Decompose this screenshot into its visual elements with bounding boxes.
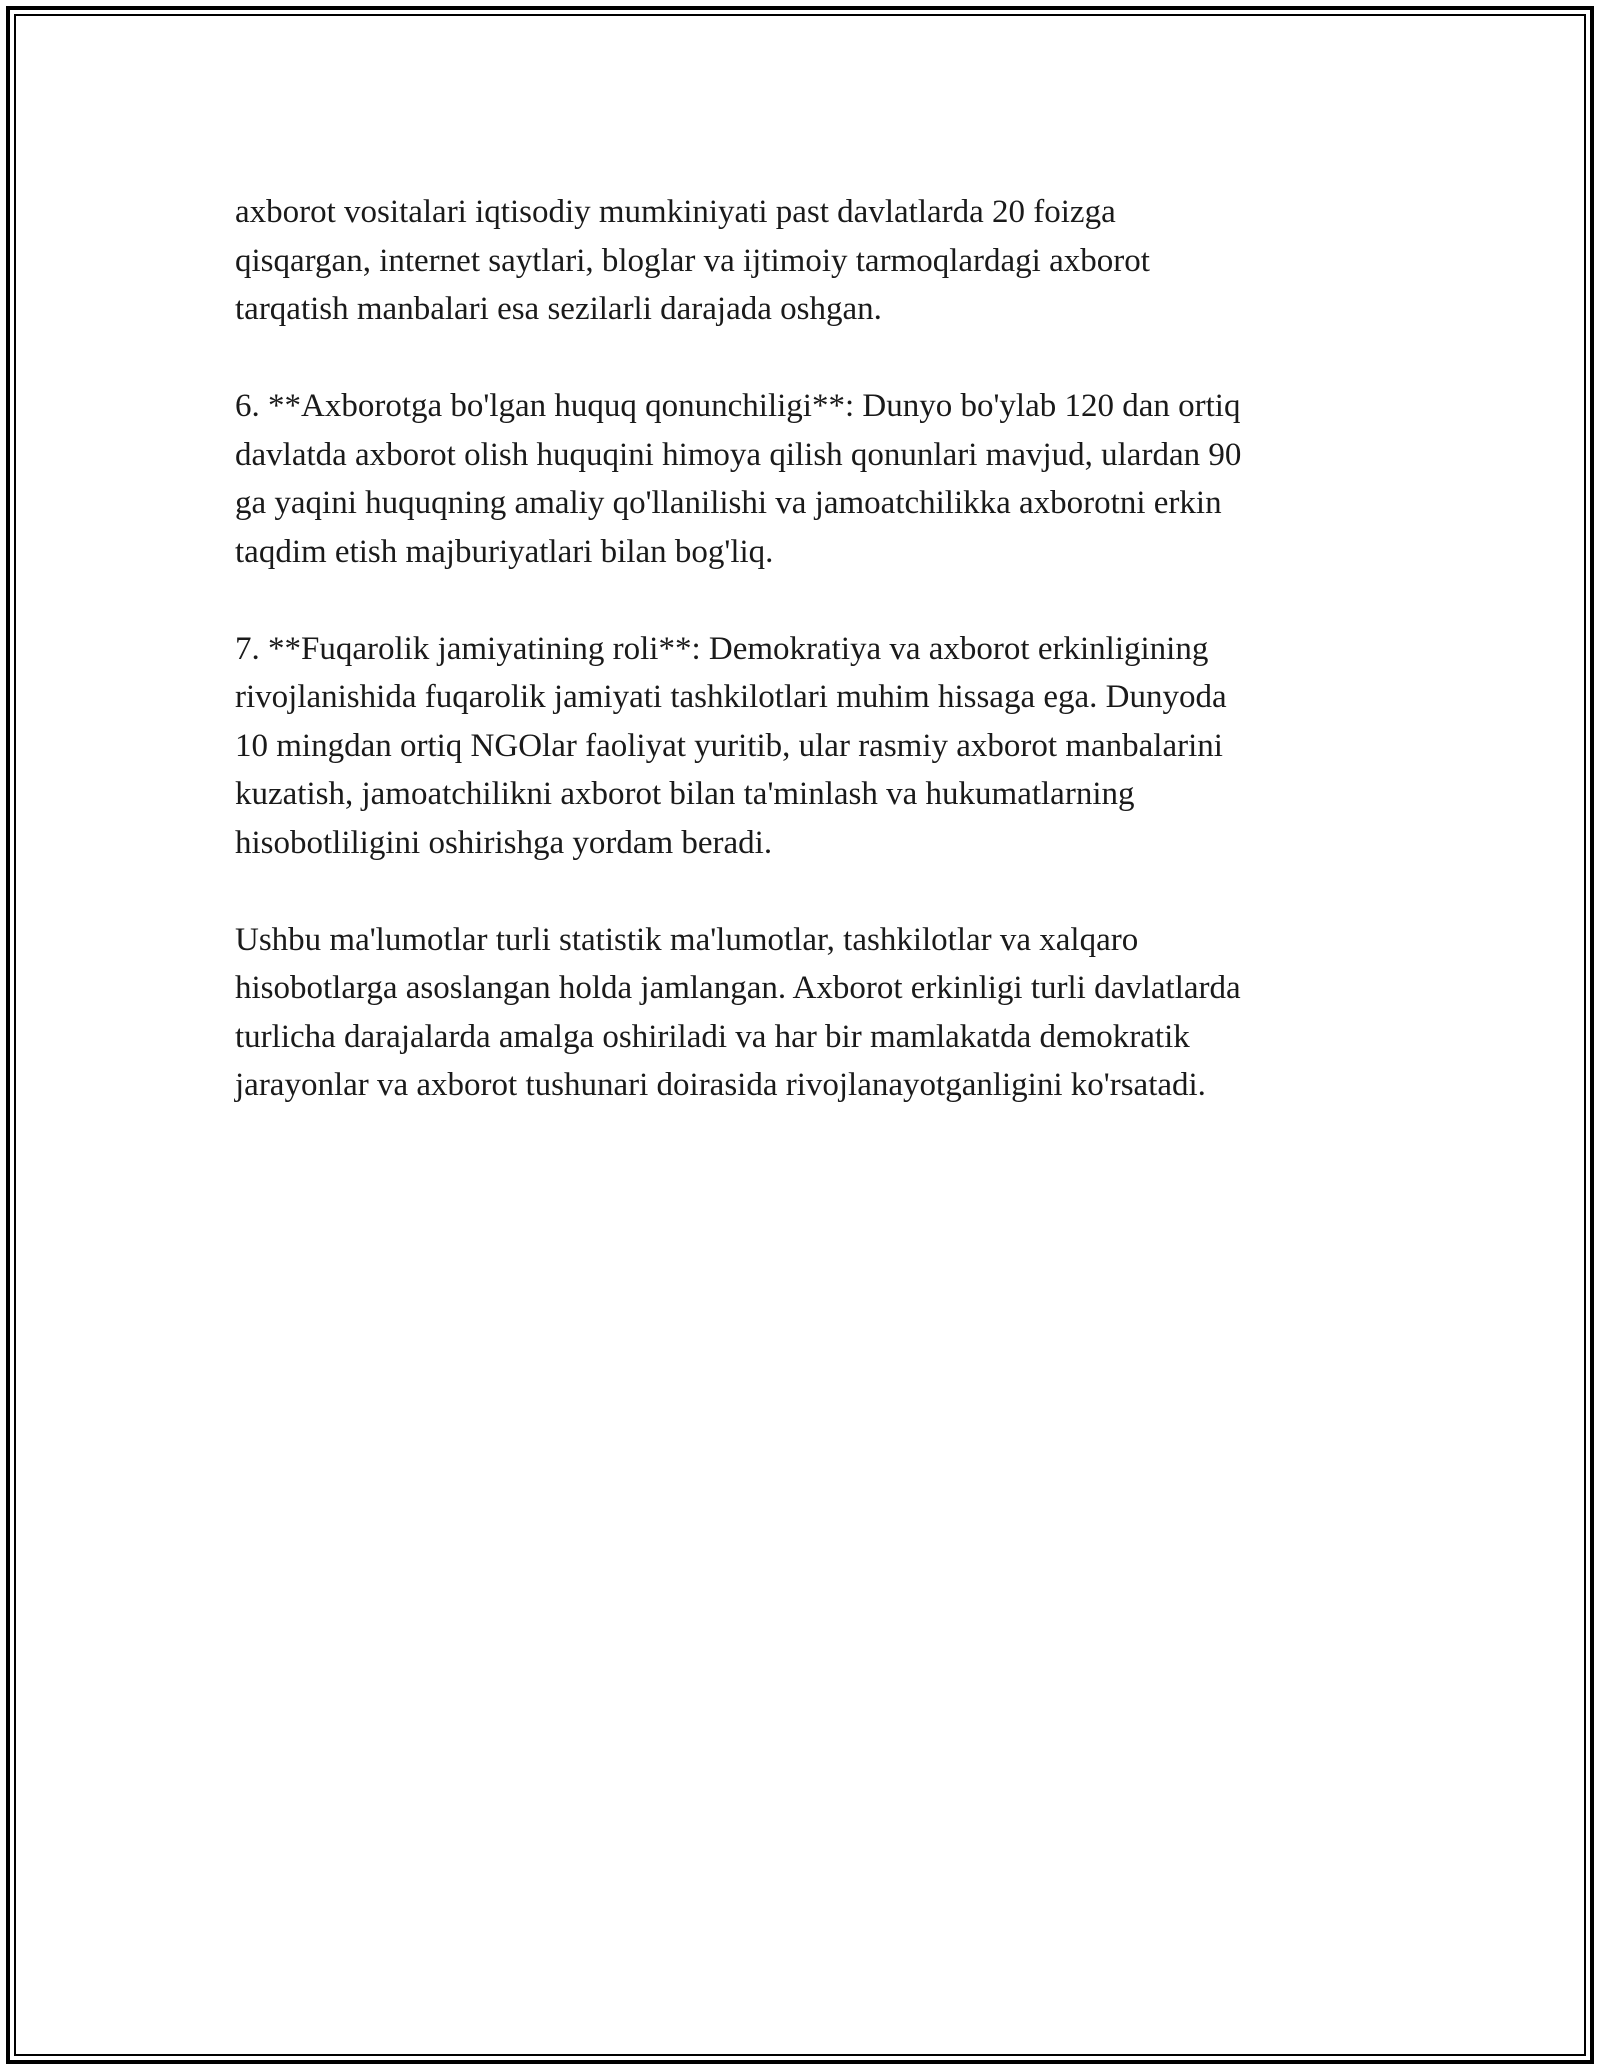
document-body [235, 188, 1365, 1158]
text-line: 6. **Axborotga bo'lgan huquq qonunchiligi**: Dunyo bo'ylab 120 dan ortiq [235, 388, 1241, 424]
text-line: rivojlanishida fuqarolik jamiyati tashkilotlari muhim hissaga ega. Dunyoda [235, 679, 1227, 715]
text-line: turlicha darajalarda amalga oshiriladi va har bir mamlakatda demokratik [235, 1018, 1190, 1055]
text-line: jarayonlar va axborot tushunari doirasida rivojlanayotganligini ko'rsatadi. [235, 1067, 1206, 1103]
text-line: davlatda axborot olish huquqini himoya qilish qonunlari mavjud, ulardan 90 [235, 436, 1242, 473]
text-line: hisobotliligini oshirishga yordam beradi. [235, 824, 773, 861]
text-line: 10 mingdan ortiq NGOlar faoliyat yuritib, ular rasmiy axborot manbalarini [235, 727, 1223, 764]
text-line: tarqatish manbalari esa sezilarli darajada oshgan. [235, 291, 882, 327]
paragraph-civil-society-role [235, 625, 1365, 868]
paragraph-right-to-information-law [235, 382, 1365, 576]
text-line: ga yaqini huquqning amaliy qo'llanilishi va jamoatchilikka axborotni erkin [235, 485, 1222, 521]
text-line: kuzatish, jamoatchilikni axborot bilan ta'minlash va hukumatlarning [235, 776, 1135, 812]
paragraph-media-decline [235, 188, 1365, 334]
paragraph-conclusion [235, 916, 1365, 1110]
text-line: hisobotlarga asoslangan holda jamlangan. Axborot erkinligi turli davlatlarda [235, 970, 1241, 1006]
text-line: 7. **Fuqarolik jamiyatining roli**: Demokratiya va axborot erkinligining [235, 630, 1209, 667]
text-line: axborot vositalari iqtisodiy mumkiniyati past davlatlarda 20 foizga [235, 194, 1116, 230]
text-line: Ushbu ma'lumotlar turli statistik ma'lumotlar, tashkilotlar va xalqaro [235, 921, 1139, 958]
text-line: qisqargan, internet saytlari, bloglar va ijtimoiy tarmoqlardagi axborot [235, 242, 1150, 279]
text-line: taqdim etish majburiyatlari bilan bog'liq. [235, 533, 774, 570]
